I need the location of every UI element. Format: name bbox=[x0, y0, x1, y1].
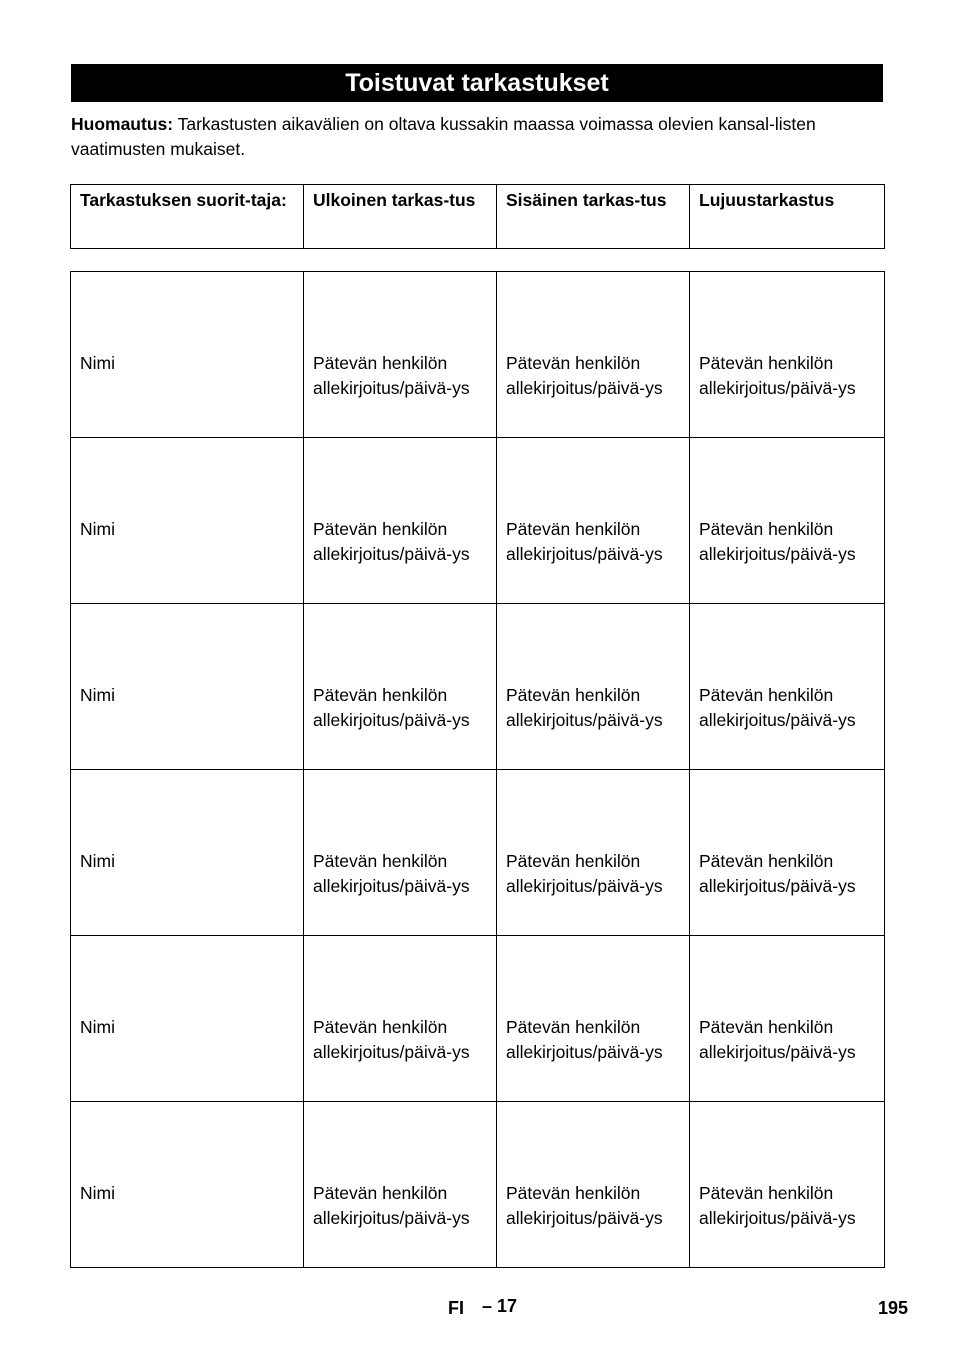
external-signature-cell: Pätevän henkilön allekirjoitus/päivä-ys bbox=[304, 438, 497, 604]
name-cell: Nimi bbox=[71, 1102, 304, 1268]
strength-signature-cell: Pätevän henkilön allekirjoitus/päivä-ys bbox=[690, 1102, 885, 1268]
header-cell-external: Ulkoinen tarkas-tus bbox=[304, 185, 497, 249]
external-signature-cell: Pätevän henkilön allekirjoitus/päivä-ys bbox=[304, 936, 497, 1102]
note-paragraph bbox=[71, 112, 886, 162]
strength-signature-cell: Pätevän henkilön allekirjoitus/päivä-ys bbox=[690, 936, 885, 1102]
table-row bbox=[71, 770, 885, 936]
strength-signature-cell: Pätevän henkilön allekirjoitus/päivä-ys bbox=[690, 604, 885, 770]
page-title: Toistuvat tarkastukset bbox=[71, 64, 883, 102]
internal-signature-cell: Pätevän henkilön allekirjoitus/päivä-ys bbox=[497, 438, 690, 604]
strength-signature-cell: Pätevän henkilön allekirjoitus/päivä-ys bbox=[690, 770, 885, 936]
footer-page-label: – 17 bbox=[482, 1296, 518, 1316]
name-cell: Nimi bbox=[71, 604, 304, 770]
note-label: Huomautus: bbox=[71, 114, 174, 134]
footer-language: FI bbox=[448, 1298, 464, 1318]
internal-signature-cell: Pätevän henkilön allekirjoitus/päivä-ys bbox=[497, 770, 690, 936]
note-text: Tarkastusten aikavälien on oltava kussakin maassa voimassa olevien kansal-listen vaatimusten mukaiset. bbox=[71, 114, 816, 159]
name-cell: Nimi bbox=[71, 936, 304, 1102]
internal-signature-cell: Pätevän henkilön allekirjoitus/päivä-ys bbox=[497, 604, 690, 770]
internal-signature-cell: Pätevän henkilön allekirjoitus/päivä-ys bbox=[497, 1102, 690, 1268]
inspection-header-table bbox=[70, 184, 885, 249]
header-cell-strength: Lujuustarkastus bbox=[690, 185, 885, 249]
header-cell-inspector: Tarkastuksen suorit-taja: bbox=[71, 185, 304, 249]
header-cell-internal: Sisäinen tarkas-tus bbox=[497, 185, 690, 249]
table-row bbox=[71, 1102, 885, 1268]
name-cell: Nimi bbox=[71, 272, 304, 438]
table-row bbox=[71, 936, 885, 1102]
name-cell: Nimi bbox=[71, 438, 304, 604]
external-signature-cell: Pätevän henkilön allekirjoitus/päivä-ys bbox=[304, 272, 497, 438]
inspection-record-table bbox=[70, 271, 885, 1268]
external-signature-cell: Pätevän henkilön allekirjoitus/päivä-ys bbox=[304, 1102, 497, 1268]
internal-signature-cell: Pätevän henkilön allekirjoitus/päivä-ys bbox=[497, 272, 690, 438]
internal-signature-cell: Pätevän henkilön allekirjoitus/päivä-ys bbox=[497, 936, 690, 1102]
table-row bbox=[71, 272, 885, 438]
footer-page-number: 195 bbox=[878, 1298, 909, 1318]
external-signature-cell: Pätevän henkilön allekirjoitus/päivä-ys bbox=[304, 604, 497, 770]
strength-signature-cell: Pätevän henkilön allekirjoitus/päivä-ys bbox=[690, 272, 885, 438]
strength-signature-cell: Pätevän henkilön allekirjoitus/päivä-ys bbox=[690, 438, 885, 604]
table-row bbox=[71, 604, 885, 770]
header-row bbox=[71, 185, 885, 249]
external-signature-cell: Pätevän henkilön allekirjoitus/päivä-ys bbox=[304, 770, 497, 936]
table-row bbox=[71, 438, 885, 604]
name-cell: Nimi bbox=[71, 770, 304, 936]
